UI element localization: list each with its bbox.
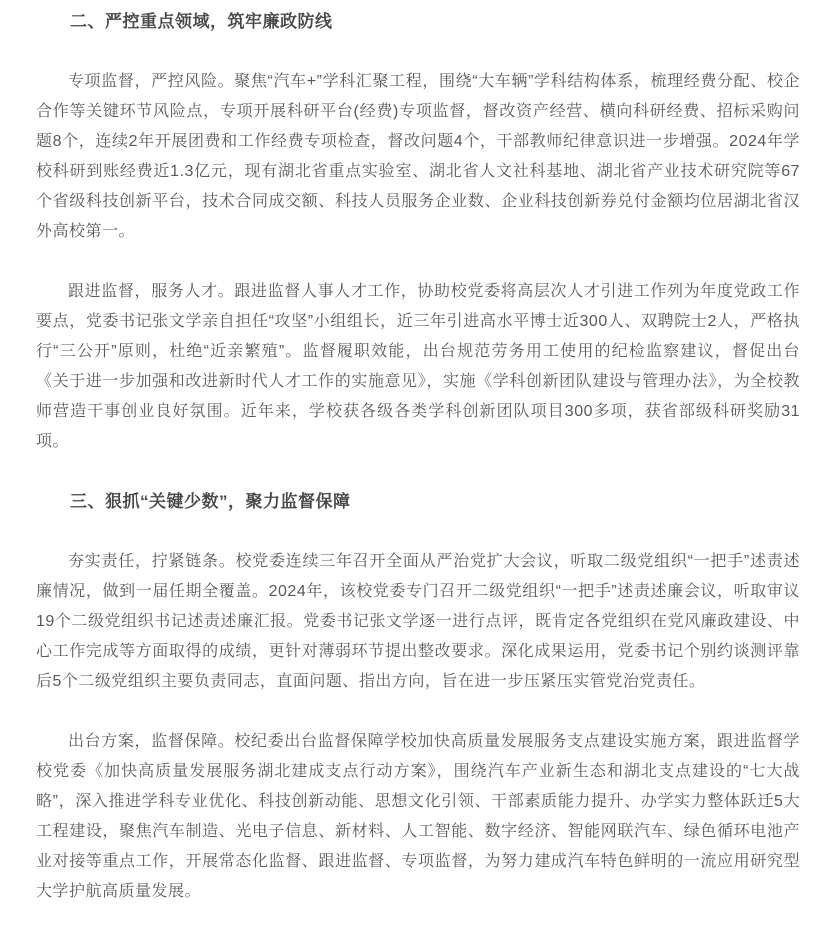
section-heading: 三、狠抓“关键少数”，聚力监督保障 (70, 492, 351, 511)
paragraph: 夯实责任，拧紧链条。校党委连续三年召开全面从严治党扩大会议，听取二级党组织“一把手”述责述廉情况，做到一届任期全覆盖。2024年，该校党委专门召开二级党组织“一把手”述责述廉会议，听取审议19个二级党组织书记述责述廉汇报。党委书记张文学逐一进行点评，既肯定各党组织在党风廉政建设、中心工作完成等方面取得的成绩，更针对薄弱环节提出整改要求。深化成果运用，党委书记个别约谈测评靠后5个二级党组织主要负责同志，直面问题、指出方向，旨在进一步压紧压实管党治党责任。 (36, 553, 800, 690)
document-section (36, 487, 800, 907)
section-heading: 二、严控重点领域，筑牢廉政防线 (70, 12, 333, 31)
paragraph: 出台方案，监督保障。校纪委出台监督保障学校加快高质量发展服务支点建设实施方案，跟进监督学校党委《加快高质量发展服务湖北建成支点行动方案》，围绕汽车产业新生态和湖北支点建设的“七大战略”，深入推进学科专业优化、科技创新动能、思想文化引领、干部素质能力提升、办学实力整体跃迁5大工程建设，聚焦汽车制造、光电子信息、新材料、人工智能、数字经济、智能网联汽车、绿色循环电池产业对接等重点工作，开展常态化监督、跟进监督、专项监督，为努力建成汽车特色鲜明的一流应用研究型大学护航高质量发展。 (36, 733, 800, 900)
paragraph: 专项监督，严控风险。聚焦“汽车+”学科汇聚工程，围绕“大车辆”学科结构体系，梳理经费分配、校企合作等关键环节风险点，专项开展科研平台(经费)专项监督，督改资产经营、横向科研经费、招标采购问题8个，连续2年开展团费和工作经费专项检查，督改问题4个，干部教师纪律意识进一步增强。2024年学校科研到账经费近1.3亿元，现有湖北省重点实验室、湖北省人文社科基地、湖北省产业技术研究院等67个省级科技创新平台，技术合同成交额、科技人员服务企业数、企业科技创新券兑付金额均位居湖北省汉外高校第一。 (36, 73, 800, 240)
paragraph: 跟进监督，服务人才。跟进监督人事人才工作，协助校党委将高层次人才引进工作列为年度党政工作要点，党委书记张文学亲自担任“攻坚”小组组长，近三年引进高水平博士近300人、双聘院士2人，严格执行“三公开”原则，杜绝“近亲繁殖”。监督履职效能，出台规范劳务用工使用的纪检监察建议，督促出台《关于进一步加强和改进新时代人才工作的实施意见》，实施《学科创新团队建设与管理办法》，为全校教师营造干事创业良好氛围。近年来，学校获各级各类学科创新团队项目300多项，获省部级科研奖励31项。 (36, 283, 800, 450)
document-section (36, 7, 800, 457)
